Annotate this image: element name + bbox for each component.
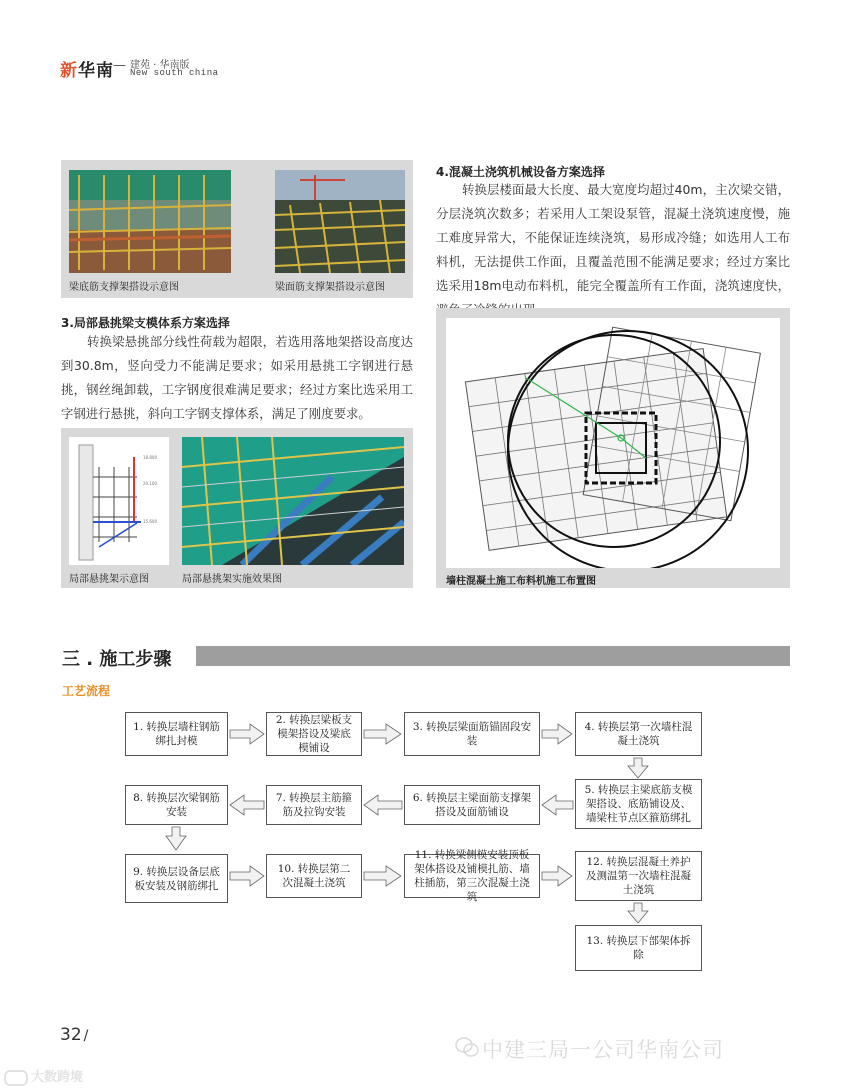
caption-beam-top-support: 梁面筋支撑架搭设示意图 [275,282,385,293]
section-title: 三 . 施工步骤 [62,649,172,670]
flow-arrow-8-9 [166,827,186,850]
flow-arrow-3-4 [542,724,572,744]
magazine-logo: 新华南 [60,61,114,81]
flow-step-10: 10. 转换层第二次混凝土浇筑 [266,854,362,898]
flow-arrow-11-12 [542,866,572,886]
page-number-slash: / [83,1028,89,1044]
concrete-section-title: 4.混凝土浇筑机械设备方案选择 [436,165,605,179]
flow-arrow-2-3 [364,724,401,744]
svg-text:15.600: 15.600 [143,519,157,524]
edition-label-english: New south china [130,68,219,78]
flow-step-5: 5. 转换层主梁底筋支模架搭设、底筋铺设及、墙梁柱节点区箍筋绑扎 [575,779,702,829]
caption-beam-bottom-support: 梁底筋支撑架搭设示意图 [69,282,179,293]
flow-step-4: 4. 转换层第一次墙柱混凝土浇筑 [575,712,702,756]
flow-arrow-1-2 [230,724,264,744]
logo-dash: — [113,58,126,73]
caption-cantilever-photo: 局部悬挑架实施效果图 [182,574,282,585]
flow-step-3: 3. 转换层梁面筋锚固段安装 [404,712,540,756]
concrete-section-body: 转换层楼面最大长度、最大宽度均超过40m，主次梁交错，分层浇筑次数多；若采用人工架设泵管，混凝土浇筑速度慢，施工难度异常大，不能保证连续浇筑，易形成冷缝；如选用人工布料机，无法提供工作面，且覆盖范围不能满足要求；经过方案比选采用18m电动布料机，能完全覆盖所有工作面，浇筑速度快， [436,182,790,293]
flow-step-13: 13. 转换层下部架体拆除 [575,925,702,971]
page-number: 32 / [60,1025,89,1045]
flow-step-7: 7. 转换层主筋箍筋及拉钩安装 [266,785,362,825]
process-flow-label: 工艺流程 [62,684,111,698]
caption-distributor-layout: 墙柱混凝土施工布料机施工布置图 [446,576,596,587]
edition-label: 建苑 · 华南版 [130,60,190,71]
flow-step-8: 8. 转换层次梁钢筋安装 [125,785,228,825]
flow-step-9: 9. 转换层设备层底板安装及钢筋绑扎 [125,854,228,903]
svg-text:18.800: 18.800 [143,455,157,460]
svg-text:20.100: 20.100 [143,481,157,486]
cantilever-section-title: 3.局部悬挑梁支模体系方案选择 [61,316,230,330]
flow-arrow-7-8 [230,795,264,815]
cantilever-section-body: 转换梁悬挑部分线性荷载为超限，若选用落地架搭设高度达到30.8m，竖向受力不能满足要求；如采用悬挑工字钢进行悬挑，钢丝绳卸载，工字钢度很难满足要求；经过方案比选采用工字钢进行悬挑，斜向工字钢支撑体系，满足了刚度要求。 [61,334,413,421]
flow-arrow-4-5 [628,758,648,778]
flow-arrow-12-13 [628,903,648,923]
corner-watermark: 大数跨境 [4,1066,83,1086]
wechat-source-watermark: 中建三局一公司华南公司 [482,1038,724,1062]
caption-cantilever-diagram: 局部悬挑架示意图 [69,574,149,585]
wechat-icon [455,1036,479,1058]
flow-step-6: 6. 转换层主梁面筋支撑架搭设及面筋铺设 [404,785,540,825]
flow-step-2: 2. 转换层梁板支模架搭设及梁底模铺设 [266,712,362,756]
flow-step-12: 12. 转换层混凝土养护及测温第一次墙柱混凝土浇筑 [575,851,702,901]
flow-arrow-5-6 [542,795,573,815]
flow-arrow-9-10 [230,866,264,886]
flow-arrow-6-7 [364,795,402,815]
flow-arrow-10-11 [364,866,401,886]
flow-step-11: 11. 转换梁侧模安装顶板架体搭设及铺模扎筋、墙柱插筋，第三次混凝土浇筑 [404,854,540,898]
watermark-logo-icon [4,1070,28,1086]
flow-step-1: 1. 转换层墙柱钢筋绑扎封模 [125,712,228,756]
